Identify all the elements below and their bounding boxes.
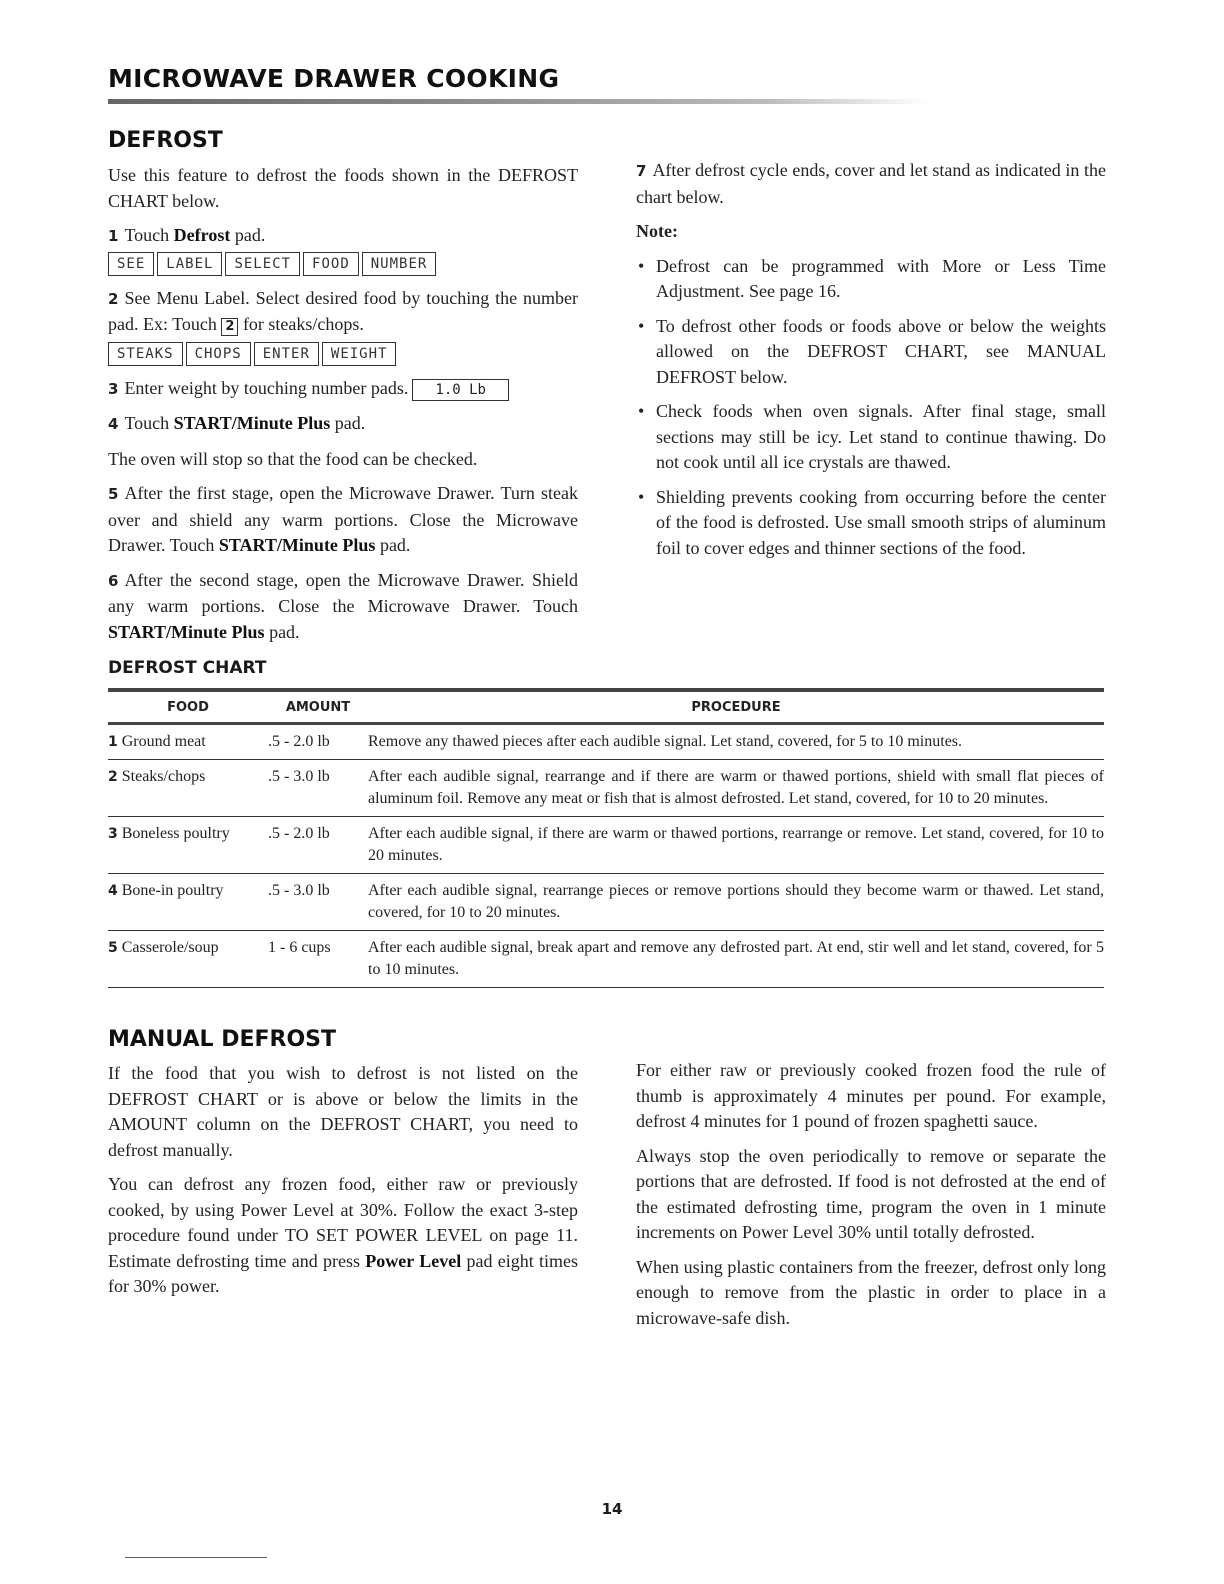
defrost-heading: DEFROST xyxy=(108,128,223,153)
step-number: 2 xyxy=(108,289,119,308)
display-segment: FOOD xyxy=(303,252,359,276)
food-name: Boneless poultry xyxy=(121,825,230,842)
note-item: • Shielding prevents cooking from occurring before the center of the food is defrosted. Use small smooth strips of aluminum foil to cover edges and thinner sections of the food. xyxy=(636,485,1106,562)
step-text: Touch xyxy=(124,413,174,433)
column-header-procedure: PROCEDURE xyxy=(368,690,1104,724)
start-pad-label: START/Minute Plus xyxy=(218,535,376,555)
column-header-amount: AMOUNT xyxy=(268,690,368,724)
step-number: 3 xyxy=(108,379,119,398)
footer-rule xyxy=(125,1557,267,1558)
procedure-cell: After each audible signal, rearrange and if there are warm or thawed portions, shield with small flat pieces of aluminum foil. Remove any meat or fish that is almost defrosted. Let stand, covered, for 10 to 20 minutes. xyxy=(368,760,1104,817)
display-segment: SEE xyxy=(108,252,154,276)
power-level-pad-label: Power Level xyxy=(365,1250,462,1271)
amount-cell: .5 - 3.0 lb xyxy=(268,874,368,931)
defrost-chart-table xyxy=(108,688,1104,988)
display-segment: ENTER xyxy=(254,342,319,366)
procedure-cell: After each audible signal, rearrange pieces or remove portions should they become warm or thawed. Let stand, covered, for 10 to 20 minutes. xyxy=(368,874,1104,931)
defrost-step-2 xyxy=(108,286,578,338)
display-readout-2 xyxy=(108,342,578,366)
defrost-step-5 xyxy=(108,481,578,559)
note-item: • Check foods when oven signals. After final stage, small sections may still be icy. Let stand to continue thawing. Do not cook until all ice crystals are thawed. xyxy=(636,399,1106,476)
number-key-icon: 2 xyxy=(221,318,238,336)
defrost-right-column xyxy=(636,158,1106,570)
food-cell xyxy=(108,760,268,817)
row-number: 4 xyxy=(108,883,118,899)
step-text: See Menu Label. Select desired food by touching the number pad. Ex: Touch xyxy=(108,287,578,334)
step-text: Enter weight by touching number pads. xyxy=(124,377,409,398)
defrost-step-7 xyxy=(636,158,1106,210)
note-item: • To defrost other foods or foods above or below the weights allowed on the DEFROST CHART, see MANUAL DEFROST below. xyxy=(636,314,1106,391)
row-number: 1 xyxy=(108,734,118,750)
table-row xyxy=(108,931,1104,988)
table-row xyxy=(108,874,1104,931)
note-title: Note: xyxy=(636,221,678,241)
defrost-step-1 xyxy=(108,223,578,250)
note-item: • Defrost can be programmed with More or Less Time Adjustment. See page 16. xyxy=(636,254,1106,305)
manual-paragraph xyxy=(108,1172,578,1300)
row-number: 3 xyxy=(108,826,118,842)
defrost-check-text: The oven will stop so that the food can be checked. xyxy=(108,448,478,469)
amount-cell: .5 - 3.0 lb xyxy=(268,760,368,817)
row-number: 5 xyxy=(108,940,118,956)
defrost-left-column xyxy=(108,163,578,654)
table-row xyxy=(108,760,1104,817)
table-row xyxy=(108,817,1104,874)
step-text: After defrost cycle ends, cover and let stand as indicated in the chart below. xyxy=(636,160,1106,207)
display-segment: NUMBER xyxy=(362,252,437,276)
food-name: Bone-in poultry xyxy=(121,882,224,899)
food-name: Ground meat xyxy=(121,733,206,750)
manual-defrost-heading: MANUAL DEFROST xyxy=(108,1027,337,1052)
food-cell xyxy=(108,817,268,874)
defrost-step-6 xyxy=(108,568,578,646)
food-name: Steaks/chops xyxy=(121,768,206,785)
display-segment: SELECT xyxy=(225,252,300,276)
display-segment: LABEL xyxy=(157,252,222,276)
step-text: pad. xyxy=(230,225,266,245)
row-number: 2 xyxy=(108,769,118,785)
defrost-step-4 xyxy=(108,411,578,438)
manual-paragraph: If the food that you wish to defrost is not listed on the DEFROST CHART or is above or below the limits in the AMOUNT column on the DEFROST CHART, you need to defrost manually. xyxy=(108,1063,578,1160)
step-text: for steaks/chops. xyxy=(238,314,364,334)
amount-cell: 1 - 6 cups xyxy=(268,931,368,988)
food-cell xyxy=(108,874,268,931)
manual-paragraph: Always stop the oven periodically to remove or separate the portions that are defrosted. If food is not defrosted at the end of the estimated defrosting time, program the oven in 1 minute increments on Power Level 30% until totally defrosted. xyxy=(636,1145,1106,1242)
column-header-food: FOOD xyxy=(108,690,268,724)
step-text: pad. xyxy=(264,621,300,642)
display-segment: STEAKS xyxy=(108,342,183,366)
start-pad-label: START/Minute Plus xyxy=(173,413,331,433)
food-name: Casserole/soup xyxy=(121,939,219,956)
manual-right-column xyxy=(636,1058,1106,1340)
page-number: 14 xyxy=(601,1500,623,1518)
weight-display: 1.0 Lb xyxy=(412,379,509,401)
paragraph-text: You can defrost any frozen food, either raw or previously cooked, by using Power Level at 30%. Follow the exact 3-step procedure found under TO SET POWER LEVEL on page 11. Estimate defrosting time and press xyxy=(108,1174,578,1271)
manual-paragraph: For either raw or previously cooked frozen food the rule of thumb is approximately 4 minutes per pound. For example, defrost 4 minutes for 1 pound of frozen spaghetti sauce. xyxy=(636,1060,1106,1131)
step-number: 7 xyxy=(636,162,647,180)
start-pad-label: START/Minute Plus xyxy=(108,621,265,642)
step-text: pad. xyxy=(330,413,366,433)
table-row xyxy=(108,724,1104,760)
page-title: MICROWAVE DRAWER COOKING xyxy=(108,64,560,93)
step-number: 5 xyxy=(108,485,119,503)
display-segment: CHOPS xyxy=(186,342,251,366)
notes-list xyxy=(636,254,1106,562)
food-cell xyxy=(108,724,268,760)
defrost-chart-title: DEFROST CHART xyxy=(108,658,267,678)
manual-left-column xyxy=(108,1061,578,1309)
display-segment: WEIGHT xyxy=(322,342,397,366)
procedure-cell: Remove any thawed pieces after each audible signal. Let stand, covered, for 5 to 10 minutes. xyxy=(368,724,1104,760)
step-text: After the first stage, open the Microwave Drawer. Turn steak over and shield any warm portions. Close the Microwave Drawer. Touch xyxy=(108,483,578,555)
title-rule xyxy=(108,99,928,104)
procedure-cell: After each audible signal, if there are warm or thawed portions, rearrange or remove. Let stand, covered, for 10 to 20 minutes. xyxy=(368,817,1104,874)
defrost-intro: Use this feature to defrost the foods shown in the DEFROST CHART below. xyxy=(108,165,578,211)
step-text: Touch xyxy=(124,225,174,245)
paragraph-text: pad eight times for 30% power. xyxy=(108,1250,578,1296)
manual-paragraph: When using plastic containers from the freezer, defrost only long enough to remove from the plastic in order to place in a microwave-safe dish. xyxy=(636,1256,1106,1328)
procedure-cell: After each audible signal, break apart and remove any defrosted part. At end, stir well and let stand, covered, for 5 to 10 minutes. xyxy=(368,931,1104,988)
food-cell xyxy=(108,931,268,988)
defrost-step-3 xyxy=(108,376,578,403)
amount-cell: .5 - 2.0 lb xyxy=(268,724,368,760)
step-number: 4 xyxy=(108,415,119,433)
step-number: 1 xyxy=(108,227,119,245)
amount-cell: .5 - 2.0 lb xyxy=(268,817,368,874)
step-text: pad. xyxy=(375,535,411,555)
display-readout-1 xyxy=(108,252,578,276)
defrost-pad-label: Defrost xyxy=(173,225,231,245)
step-text: After the second stage, open the Microwave Drawer. Shield any warm portions. Close the Microwave Drawer. Touch xyxy=(108,569,578,616)
step-number: 6 xyxy=(108,571,119,590)
